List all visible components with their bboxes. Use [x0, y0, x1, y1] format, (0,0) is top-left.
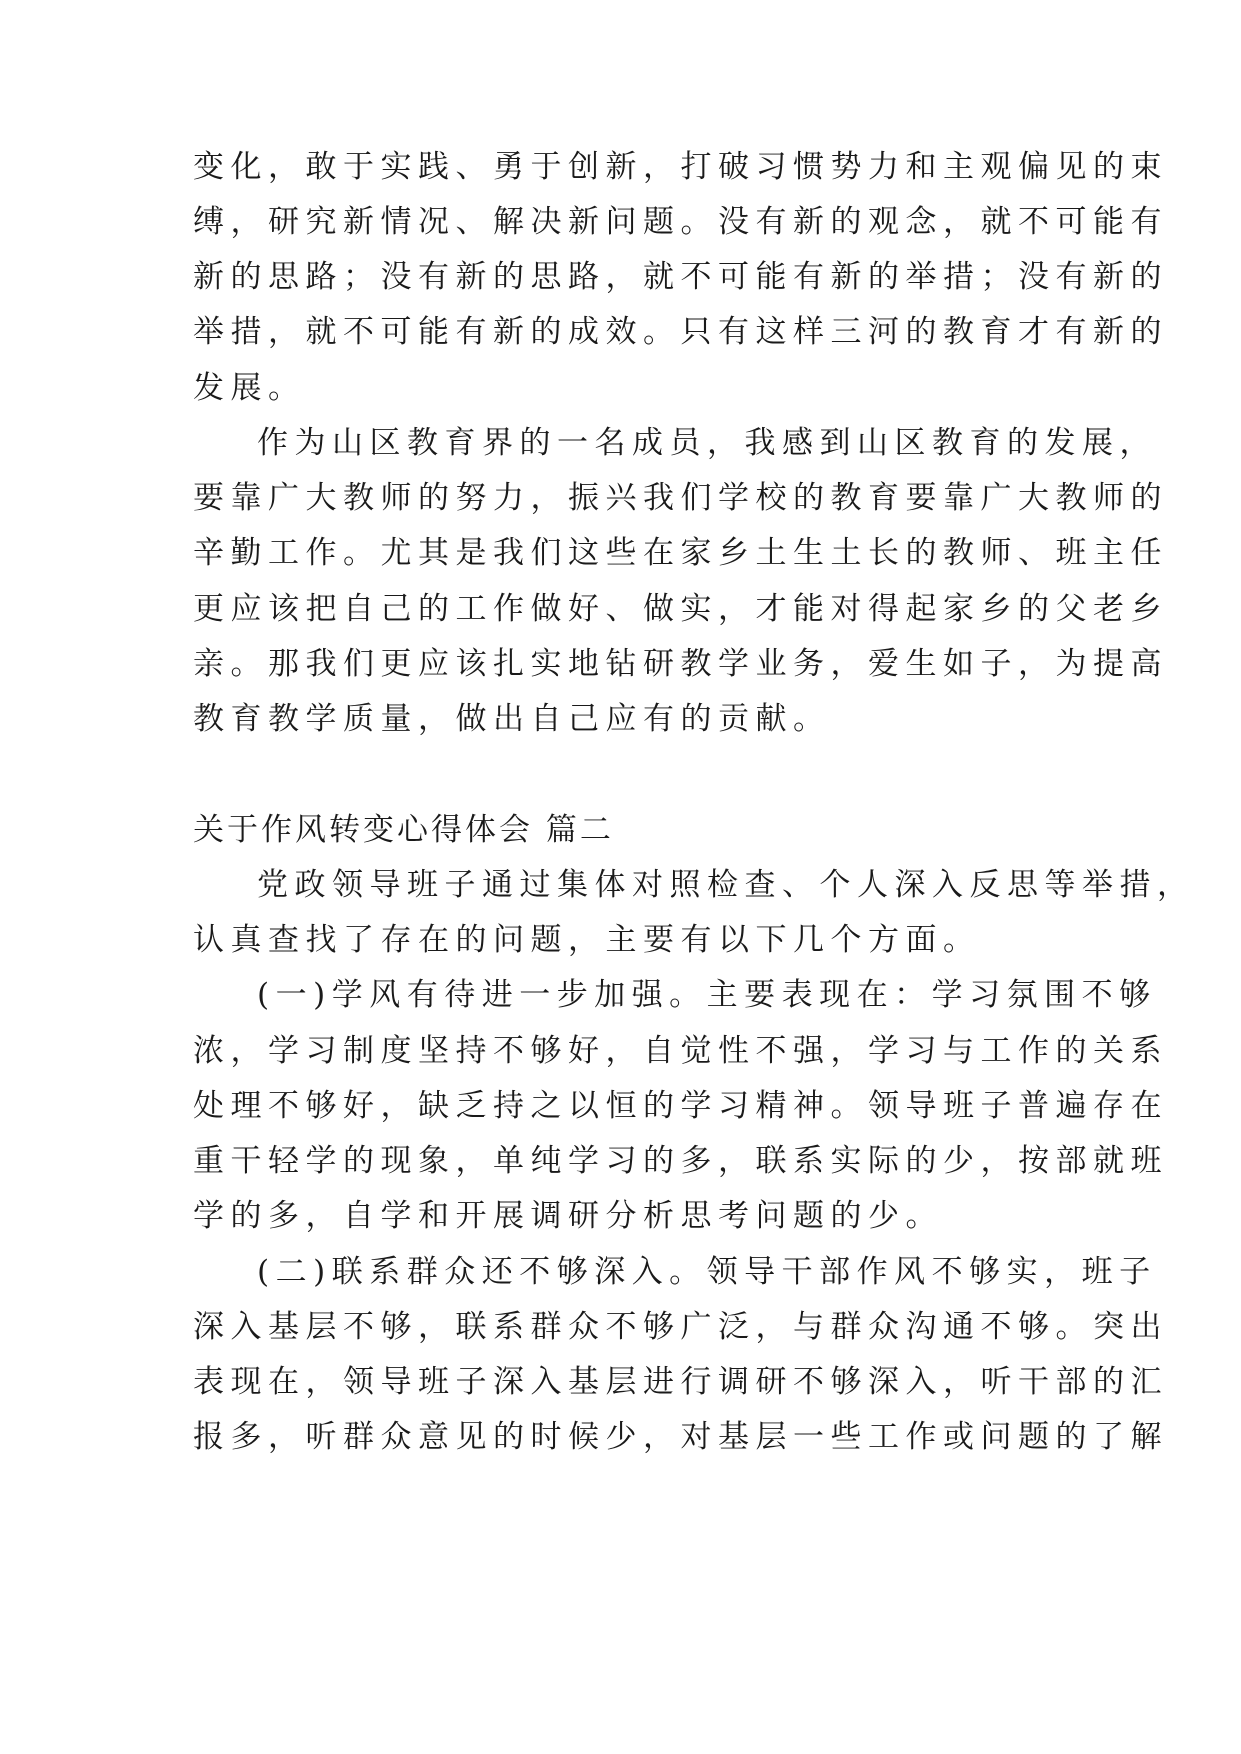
paragraph-line: 表现在，领导班子深入基层进行调研不够深入，听干部的汇: [193, 1364, 1168, 1400]
paragraph-line: 更应该把自己的工作做好、做实，才能对得起家乡的父老乡: [193, 591, 1168, 627]
paragraph-line: 变化，敢于实践、勇于创新，打破习惯势力和主观偏见的束: [193, 149, 1168, 185]
paragraph-line: 处理不够好，缺乏持之以恒的学习精神。领导班子普遍存在: [193, 1088, 1168, 1124]
paragraph-line: 深入基层不够，联系群众不够广泛，与群众沟通不够。突出: [193, 1309, 1168, 1345]
paragraph-line: 重干轻学的现象，单纯学习的多，联系实际的少，按部就班: [193, 1143, 1168, 1179]
paragraph-line: 缚，研究新情况、解决新问题。没有新的观念，就不可能有: [193, 204, 1168, 240]
paragraph-line: 认真查找了存在的问题，主要有以下几个方面。: [193, 922, 981, 958]
paragraph-line: 要靠广大教师的努力，振兴我们学校的教育要靠广大教师的: [193, 480, 1168, 516]
paragraph-line: 亲。那我们更应该扎实地钻研教学业务，爱生如子，为提高: [193, 646, 1168, 682]
paragraph-line: 辛勤工作。尤其是我们这些在家乡土生土长的教师、班主任: [193, 535, 1168, 571]
paragraph-line: 发展。: [193, 370, 306, 406]
paragraph-line: 作为山区教育界的一名成员，我感到山区教育的发展，: [257, 425, 1157, 461]
paragraph-line: 党政领导班子通过集体对照检查、个人深入反思等举措，: [257, 867, 1195, 903]
section-heading: 关于作风转变心得体会 篇二: [193, 812, 614, 848]
paragraph-line: 举措，就不可能有新的成效。只有这样三河的教育才有新的: [193, 314, 1168, 350]
paragraph-line: (一)学风有待进一步加强。主要表现在：学习氛围不够: [257, 977, 1157, 1013]
paragraph-line: 浓，学习制度坚持不够好，自觉性不强，学习与工作的关系: [193, 1033, 1168, 1069]
paragraph-line: 新的思路；没有新的思路，就不可能有新的举措；没有新的: [193, 259, 1168, 295]
paragraph-line: (二)联系群众还不够深入。领导干部作风不够实，班子: [257, 1254, 1157, 1290]
paragraph-line: 学的多，自学和开展调研分析思考问题的少。: [193, 1198, 943, 1234]
paragraph-line: 教育教学质量，做出自己应有的贡献。: [193, 701, 831, 737]
paragraph-line: 报多，听群众意见的时候少，对基层一些工作或问题的了解: [193, 1419, 1168, 1455]
